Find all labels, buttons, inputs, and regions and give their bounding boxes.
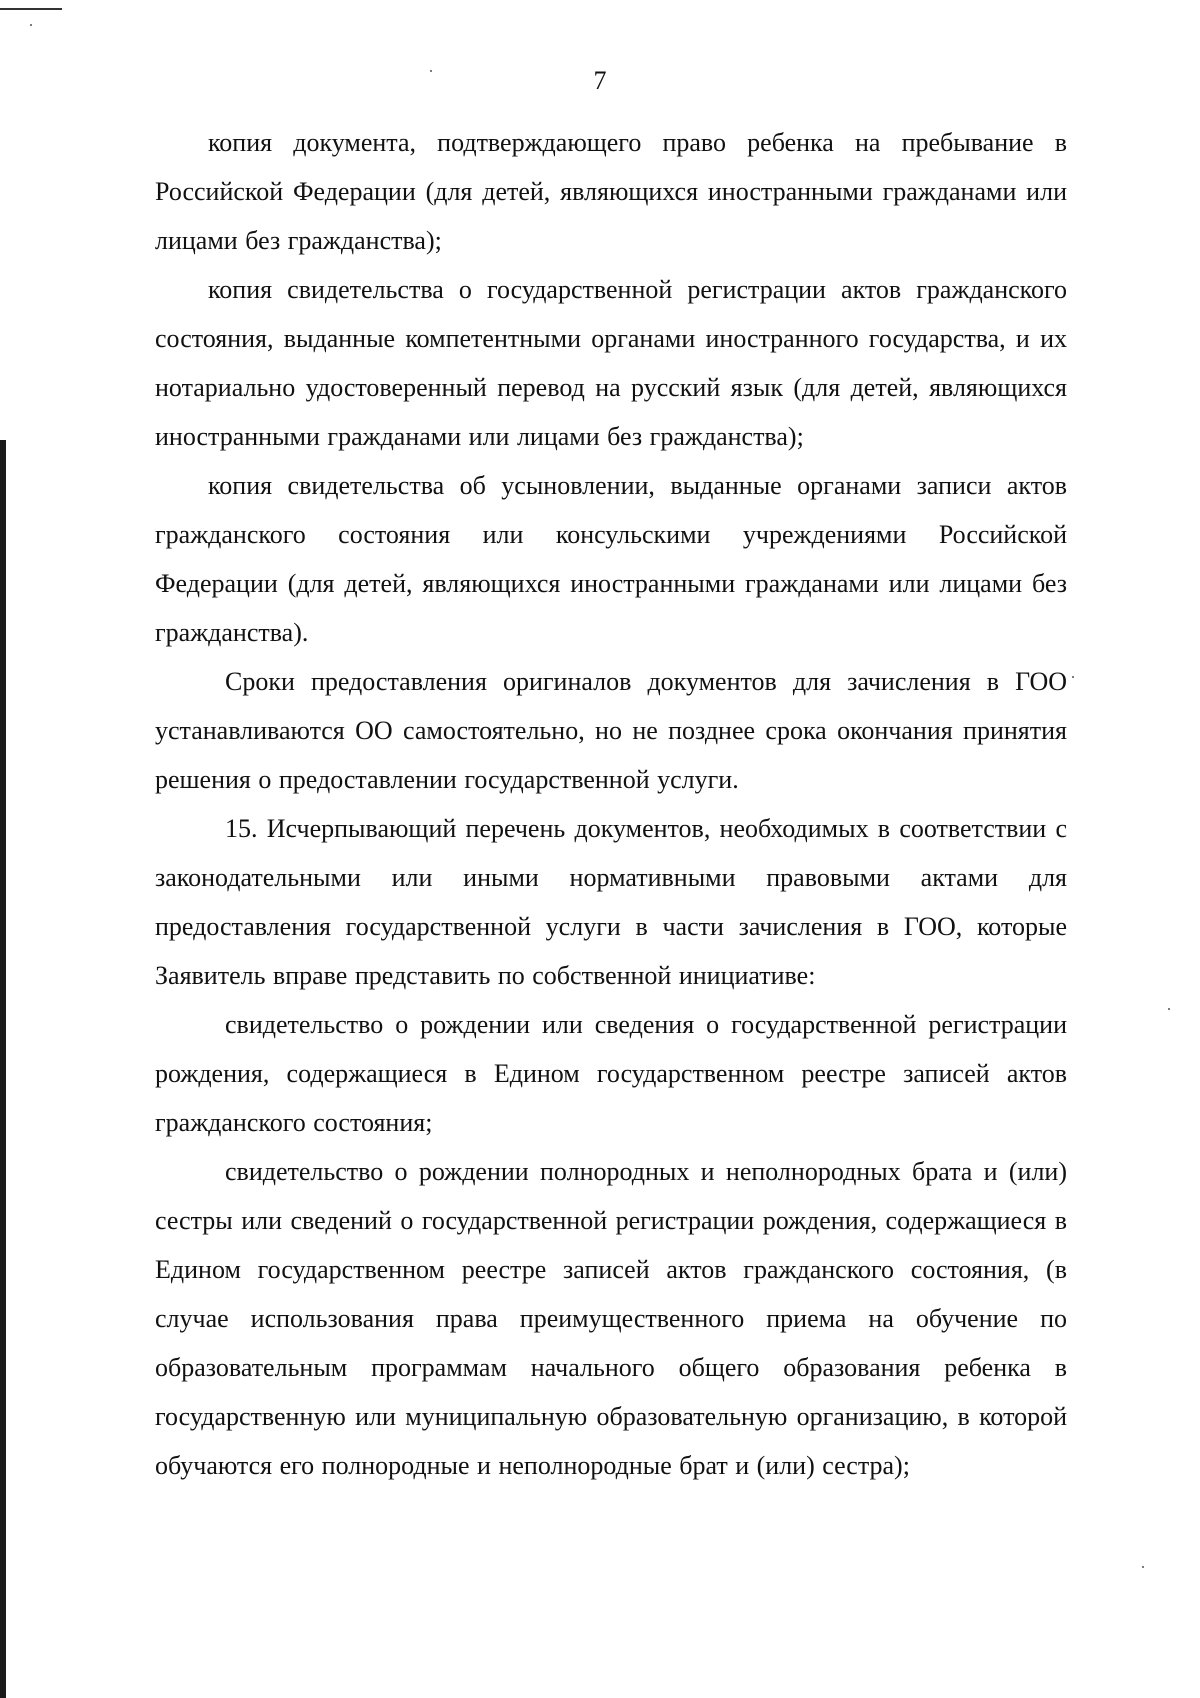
paragraph-item-15: 15. Исчерпывающий перечень документов, необходимых в соответствии с законодательными или иными нормативными правовыми актами для предоставления государственной услуги в части зачисления в ГОО, которые Заявитель вправе представить по собственной инициативе: xyxy=(155,814,1067,990)
scan-artifact-top xyxy=(0,8,62,10)
paragraph-sibling-birth-certificate: свидетельство о рождении полнородных и неполнородных брата и (или) сестры или сведений о государственной регистрации рождения, содержащиеся в Едином государственном реестре записей актов гражданского состояния, (в случае использования права преимущественного приема на обучение по образовательным программам начального общего образования ребенка в государственную или муниципальную образовательную организацию, в которой обучаются его полнородные и неполнородные брат и (или) сестра); xyxy=(155,1157,1067,1480)
scan-speck xyxy=(1168,1008,1170,1010)
scan-speck xyxy=(1072,676,1074,678)
scan-speck xyxy=(1142,1566,1144,1568)
paragraph-civil-registration-certificate: копия свидетельства о государственной регистрации актов гражданского состояния, выданные компетентными органами иностранного государства, и их нотариально удостоверенный перевод на русский язык (для детей, являющихся иностранными гражданами или лицами без гражданства); xyxy=(155,275,1067,451)
paragraph-residence-document: копия документа, подтверждающего право ребенка на пребывание в Российской Федерации (для детей, являющихся иностранными гражданами или лицами без гражданства); xyxy=(155,128,1067,255)
document-body xyxy=(155,118,1067,1490)
scan-artifact-left-edge xyxy=(0,440,6,1698)
page-number: 7 xyxy=(593,66,607,95)
paragraph-adoption-certificate: копия свидетельства об усыновлении, выданные органами записи актов гражданского состояния или консульскими учреждениями Российской Федерации (для детей, являющихся иностранными гражданами или лицами без гражданства). xyxy=(155,471,1067,647)
paragraph-birth-certificate: свидетельство о рождении или сведения о государственной регистрации рождения, содержащиеся в Едином государственном реестре записей актов гражданского состояния; xyxy=(155,1010,1067,1137)
scan-speck xyxy=(30,24,32,26)
paragraph-document-deadlines: Сроки предоставления оригиналов документов для зачисления в ГОО устанавливаются ОО самостоятельно, но не позднее срока окончания принятия решения о предоставлении государственной услуги. xyxy=(155,667,1067,794)
